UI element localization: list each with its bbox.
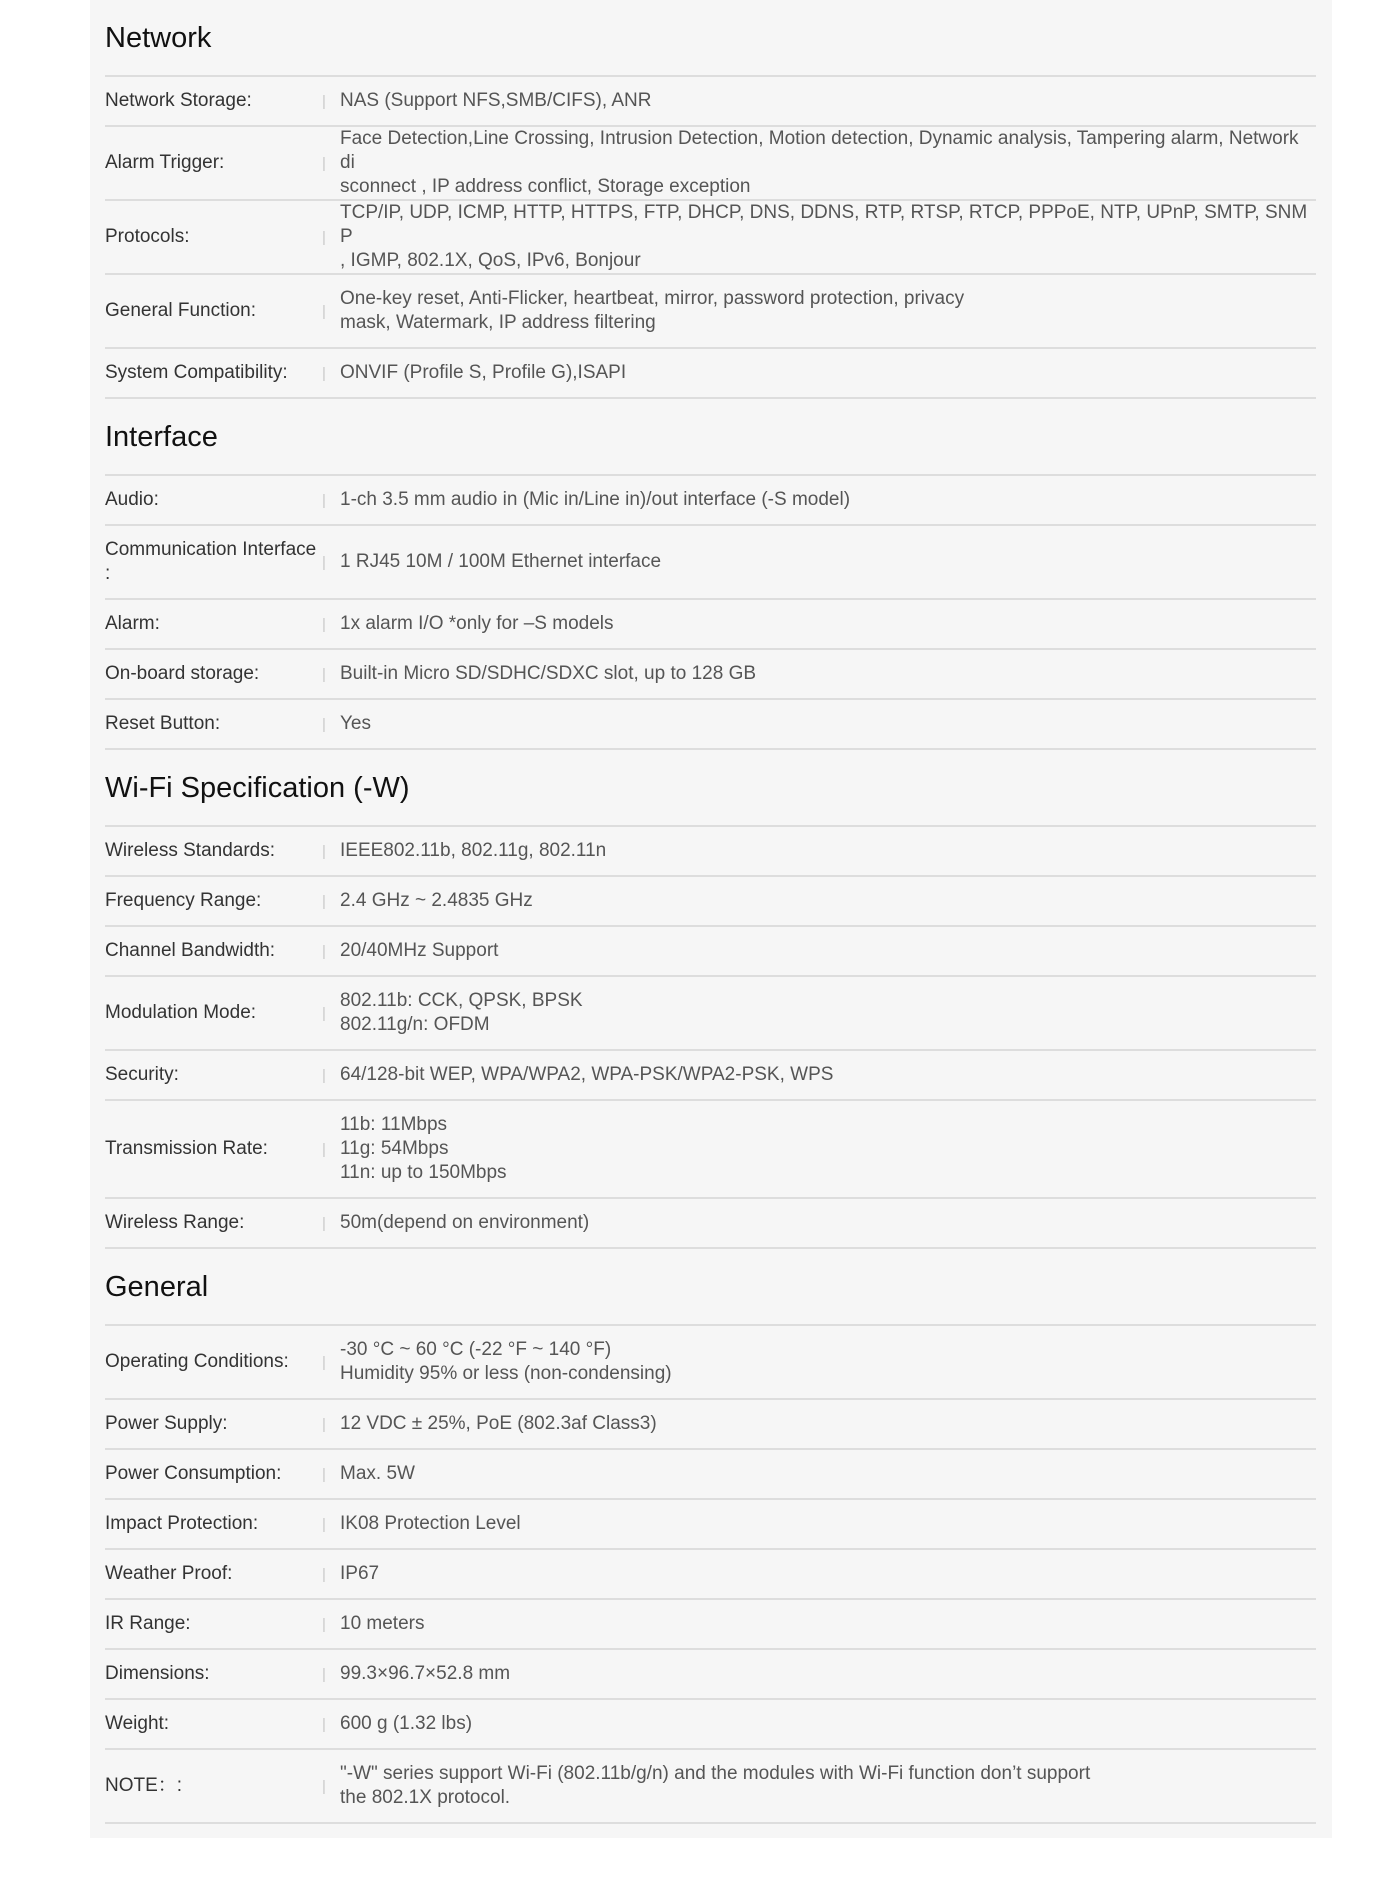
spec-panel xyxy=(90,0,1332,1838)
spec-row xyxy=(105,1051,1316,1101)
spec-label: Alarm: xyxy=(105,613,160,634)
spec-value xyxy=(340,361,1316,385)
column-separator: | xyxy=(322,228,326,246)
spec-row xyxy=(105,349,1316,399)
spec-value-line: 20/40MHz Support xyxy=(340,940,499,961)
spec-value xyxy=(340,89,1316,113)
section-title: Wi-Fi Specification (-W) xyxy=(105,750,1316,827)
spec-value-line: sconnect , IP address conflict, Storage exception xyxy=(340,176,751,197)
spec-value xyxy=(340,1211,1316,1235)
spec-value-line: 2.4 GHz ~ 2.4835 GHz xyxy=(340,890,533,911)
spec-label: Impact Protection: xyxy=(105,1513,259,1534)
column-separator: | xyxy=(322,302,326,320)
spec-row xyxy=(105,877,1316,927)
spec-value-line: 10 meters xyxy=(340,1613,425,1634)
spec-label: Network Storage: xyxy=(105,90,252,111)
spec-row xyxy=(105,476,1316,526)
spec-label: Weather Proof: xyxy=(105,1563,233,1584)
column-separator: | xyxy=(322,1715,326,1733)
column-separator: | xyxy=(322,1777,326,1795)
spec-value xyxy=(340,1462,1316,1486)
spec-label: Power Supply: xyxy=(105,1413,228,1434)
spec-value-line: ONVIF (Profile S, Profile G),ISAPI xyxy=(340,362,627,383)
column-separator: | xyxy=(322,491,326,509)
spec-value-line: 600 g (1.32 lbs) xyxy=(340,1713,473,1734)
column-separator: | xyxy=(322,1140,326,1158)
column-separator: | xyxy=(322,1353,326,1371)
spec-label: Operating Conditions: xyxy=(105,1351,289,1372)
spec-value-line: 1 RJ45 10M / 100M Ethernet interface xyxy=(340,551,662,572)
column-separator: | xyxy=(322,615,326,633)
column-separator: | xyxy=(322,665,326,683)
column-separator: | xyxy=(322,1565,326,1583)
spec-row xyxy=(105,1500,1316,1550)
spec-value-line: 11n: up to 150Mbps xyxy=(340,1162,507,1183)
spec-value xyxy=(340,612,1316,636)
column-separator: | xyxy=(322,553,326,571)
spec-value-line: IP67 xyxy=(340,1563,380,1584)
spec-label: Wireless Standards: xyxy=(105,840,276,861)
column-separator: | xyxy=(322,92,326,110)
spec-value xyxy=(340,1762,1316,1810)
spec-value-line: IK08 Protection Level xyxy=(340,1513,521,1534)
spec-row xyxy=(105,1700,1316,1750)
spec-label: Weight: xyxy=(105,1713,170,1734)
spec-value-line: TCP/IP, UDP, ICMP, HTTP, HTTPS, FTP, DHCP, DNS, DDNS, RTP, RTSP, RTCP, PPPoE, NTP, UPnP, SMTP, SNMP xyxy=(340,202,1308,247)
spec-row xyxy=(105,1650,1316,1700)
spec-value-line: 12 VDC ± 25%, PoE (802.3af Class3) xyxy=(340,1413,657,1434)
column-separator: | xyxy=(322,1004,326,1022)
column-separator: | xyxy=(322,1665,326,1683)
spec-value xyxy=(340,1712,1316,1736)
section-title: Network xyxy=(105,0,1316,77)
spec-value xyxy=(340,712,1316,736)
spec-label: Security: xyxy=(105,1064,179,1085)
spec-value xyxy=(340,550,1316,574)
spec-label: Alarm Trigger: xyxy=(105,152,225,173)
spec-row xyxy=(105,1326,1316,1400)
spec-value xyxy=(340,1113,1316,1185)
spec-value xyxy=(340,1562,1316,1586)
spec-value xyxy=(340,1662,1316,1686)
spec-label: Channel Bandwidth: xyxy=(105,940,276,961)
spec-row xyxy=(105,650,1316,700)
spec-label: Protocols: xyxy=(105,226,190,247)
spec-value xyxy=(340,839,1316,863)
column-separator: | xyxy=(322,1465,326,1483)
spec-value xyxy=(340,201,1316,273)
spec-value-line: 11b: 11Mbps xyxy=(340,1114,448,1135)
spec-row xyxy=(105,127,1316,201)
spec-row xyxy=(105,1101,1316,1199)
spec-row xyxy=(105,275,1316,349)
spec-label: Power Consumption: xyxy=(105,1463,282,1484)
column-separator: | xyxy=(322,892,326,910)
spec-value-line: IEEE802.11b, 802.11g, 802.11n xyxy=(340,840,607,861)
spec-value-line: 1-ch 3.5 mm audio in (Mic in/Line in)/out interface (-S model) xyxy=(340,489,851,510)
spec-value xyxy=(340,1512,1316,1536)
spec-row xyxy=(105,1600,1316,1650)
spec-label: Audio: xyxy=(105,489,159,510)
spec-value-line: the 802.1X protocol. xyxy=(340,1787,511,1808)
spec-row xyxy=(105,77,1316,127)
spec-value-line: 64/128-bit WEP, WPA/WPA2, WPA-PSK/WPA2-PSK, WPS xyxy=(340,1064,834,1085)
column-separator: | xyxy=(322,154,326,172)
spec-value-line: Face Detection,Line Crossing, Intrusion Detection, Motion detection, Dynamic analysis, Tampering alarm, Network di xyxy=(340,128,1299,173)
spec-value-line: mask, Watermark, IP address filtering xyxy=(340,312,656,333)
spec-value xyxy=(340,127,1316,199)
spec-value xyxy=(340,488,1316,512)
column-separator: | xyxy=(322,1214,326,1232)
spec-value xyxy=(340,1612,1316,1636)
spec-label: IR Range: xyxy=(105,1613,191,1634)
spec-label: Dimensions: xyxy=(105,1663,210,1684)
spec-value-line: 99.3×96.7×52.8 mm xyxy=(340,1663,511,1684)
spec-value-line: 50m(depend on environment) xyxy=(340,1212,590,1233)
spec-row xyxy=(105,600,1316,650)
spec-value-line: -30 °C ~ 60 °C (-22 °F ~ 140 °F) xyxy=(340,1339,612,1360)
column-separator: | xyxy=(322,1066,326,1084)
spec-value-line: Max. 5W xyxy=(340,1463,415,1484)
spec-value xyxy=(340,1338,1316,1386)
spec-row xyxy=(105,927,1316,977)
spec-label: General Function: xyxy=(105,300,257,321)
spec-value-line: Humidity 95% or less (non-condensing) xyxy=(340,1363,672,1384)
spec-value xyxy=(340,1412,1316,1436)
section-title: General xyxy=(105,1249,1316,1326)
spec-row xyxy=(105,526,1316,600)
spec-row xyxy=(105,700,1316,750)
section-title: Interface xyxy=(105,399,1316,476)
column-separator: | xyxy=(322,715,326,733)
spec-row xyxy=(105,827,1316,877)
spec-label: Reset Button: xyxy=(105,713,221,734)
column-separator: | xyxy=(322,1515,326,1533)
spec-value-line: , IGMP, 802.1X, QoS, IPv6, Bonjour xyxy=(340,250,641,271)
spec-value xyxy=(340,989,1316,1037)
spec-row xyxy=(105,1550,1316,1600)
spec-value-line: 11g: 54Mbps xyxy=(340,1138,449,1159)
spec-value-line: "-W" series support Wi-Fi (802.11b/g/n) and the modules with Wi-Fi function don’t support xyxy=(340,1763,1091,1784)
spec-table xyxy=(105,0,1316,1824)
column-separator: | xyxy=(322,1415,326,1433)
spec-value-line: Yes xyxy=(340,713,371,734)
spec-value-line: Built-in Micro SD/SDHC/SDXC slot, up to 128 GB xyxy=(340,663,757,684)
spec-value-line: 1x alarm I/O *only for –S models xyxy=(340,613,614,634)
column-separator: | xyxy=(322,1615,326,1633)
spec-value xyxy=(340,939,1316,963)
spec-label: Frequency Range: xyxy=(105,890,262,911)
spec-label: Wireless Range: xyxy=(105,1212,245,1233)
column-separator: | xyxy=(322,842,326,860)
spec-value xyxy=(340,662,1316,686)
spec-label: Modulation Mode: xyxy=(105,1002,257,1023)
spec-label: NOTE：: xyxy=(105,1775,183,1796)
spec-value-line: 802.11g/n: OFDM xyxy=(340,1014,490,1035)
spec-row xyxy=(105,1400,1316,1450)
spec-row xyxy=(105,1450,1316,1500)
spec-value-line: NAS (Support NFS,SMB/CIFS), ANR xyxy=(340,90,652,111)
spec-label: Communication Interface : xyxy=(105,539,317,584)
column-separator: | xyxy=(322,364,326,382)
column-separator: | xyxy=(322,942,326,960)
spec-row xyxy=(105,977,1316,1051)
spec-label: On-board storage: xyxy=(105,663,260,684)
spec-row xyxy=(105,201,1316,275)
spec-row xyxy=(105,1199,1316,1249)
spec-value xyxy=(340,287,1316,335)
spec-value xyxy=(340,1063,1316,1087)
spec-label: System Compatibility: xyxy=(105,362,288,383)
spec-value xyxy=(340,889,1316,913)
spec-value-line: One-key reset, Anti-Flicker, heartbeat, mirror, password protection, privacy xyxy=(340,288,965,309)
spec-label: Transmission Rate: xyxy=(105,1138,268,1159)
spec-row xyxy=(105,1750,1316,1824)
spec-value-line: 802.11b: CCK, QPSK, BPSK xyxy=(340,990,583,1011)
